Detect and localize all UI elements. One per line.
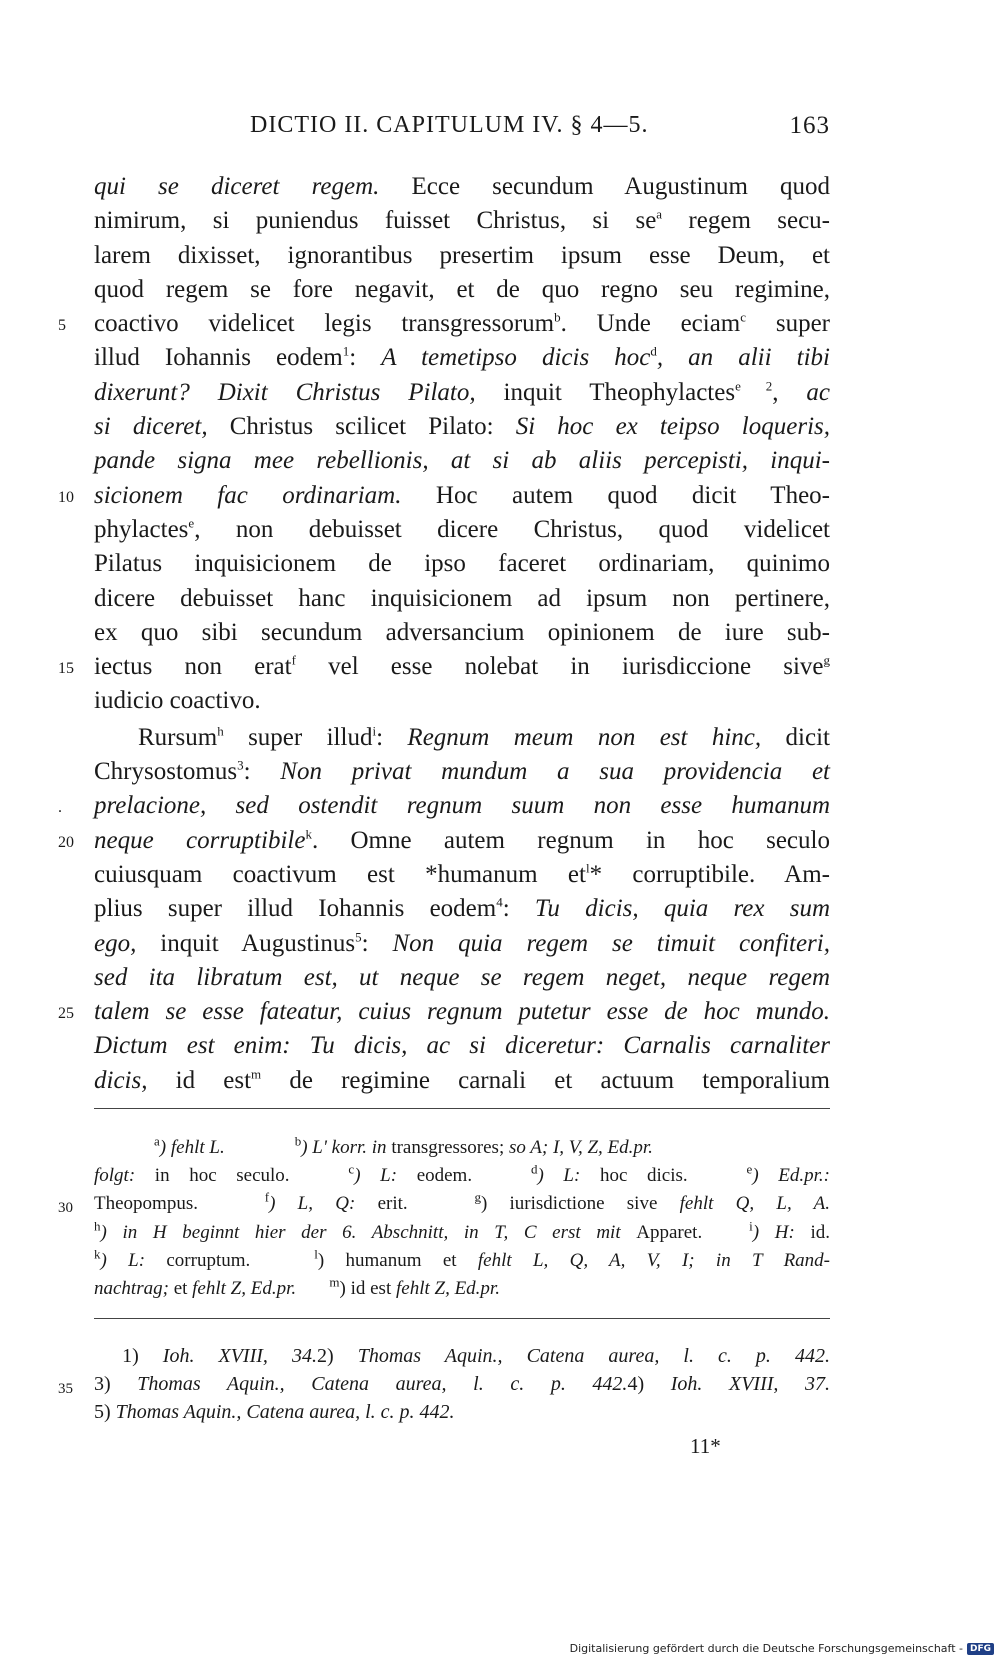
- text-span: , non debuisset dicere Christus, quod videlicet: [194, 515, 830, 543]
- main-text: [58, 170, 831, 1098]
- source-text: Ioh. XVIII, 34.: [162, 1345, 317, 1367]
- text-span: Si hoc ex teipso loqueris,: [515, 413, 831, 441]
- text-span: Non privat mundum a sua providencia et: [280, 758, 830, 786]
- apparatus-text: folgt:: [94, 1165, 155, 1187]
- text-span: iudicio coactivo.: [94, 687, 261, 715]
- text-line-24: [94, 961, 830, 995]
- text-span: id est: [147, 1066, 252, 1094]
- text-line-6: [94, 341, 830, 375]
- footnote-marker: 4: [496, 894, 503, 910]
- text-span: ,: [772, 378, 807, 406]
- divider-rule: [94, 1318, 830, 1319]
- apparatus-text: ) L' korr. in: [301, 1137, 392, 1158]
- footnote-marker: c: [740, 309, 747, 325]
- note-marker: h: [94, 1218, 101, 1234]
- apparatus-text: ) L:: [537, 1165, 600, 1187]
- footnote-marker: 5: [355, 929, 362, 945]
- apparatus-text: ): [339, 1277, 351, 1299]
- note-marker: a: [154, 1133, 160, 1149]
- note-marker: i: [749, 1218, 753, 1234]
- text-span: Dictum est enim: Tu dicis, ac si diceretur: Carnalis carnaliter: [94, 1032, 830, 1060]
- digitization-credit: [570, 1642, 994, 1655]
- text-span: Hoc autem quod dicit Theo-: [401, 481, 830, 509]
- text-span: Ecce secundum Augustinum quod: [379, 173, 830, 200]
- text-span: qui se diceret regem.: [94, 173, 380, 200]
- line-number: 35: [58, 1381, 73, 1397]
- text-line-10: [58, 479, 830, 513]
- text-span: illud Iohannis eodem: [94, 344, 343, 372]
- text-span: dicit: [761, 723, 830, 751]
- text-span: dicis,: [94, 1066, 148, 1094]
- line-number: 25: [58, 1005, 74, 1023]
- apparatus-text: ) in H beginnt hier der 6. Abschnitt, in T, C erst mit: [100, 1221, 637, 1243]
- note-marker: d: [530, 1161, 538, 1177]
- footnote-marker: 3: [237, 757, 244, 773]
- text-span: Tu dicis, quia rex sum: [534, 895, 831, 923]
- apparatus-text: id.: [810, 1221, 830, 1243]
- text-line-27: [94, 1064, 830, 1098]
- text-span: :: [502, 895, 535, 923]
- text-span: :: [361, 929, 393, 957]
- text-line-2: [94, 204, 830, 238]
- text-span: sicionem fac ordinariam.: [94, 481, 402, 509]
- note-marker: b: [294, 1133, 302, 1149]
- text-line-12: [94, 547, 830, 581]
- text-span: super illud: [223, 723, 373, 751]
- footnote-marker: f: [291, 652, 296, 668]
- apparatus-text: ) L:: [100, 1249, 167, 1271]
- text-line-23: [94, 927, 830, 961]
- note-marker: m: [329, 1274, 340, 1290]
- footnote-marker: 1: [342, 344, 350, 360]
- apparatus-text: ) L:: [354, 1165, 417, 1187]
- text-line-1: [94, 170, 830, 204]
- note-marker: l: [314, 1246, 318, 1262]
- apparatus-line-1: [94, 1134, 830, 1162]
- footnote-marker: m: [251, 1066, 262, 1082]
- apparatus-line-6: [94, 1275, 830, 1303]
- text-span: quod regem se fore negavit, et de quo regno seu regimine,: [94, 275, 830, 303]
- note-marker: c: [348, 1161, 355, 1177]
- note-marker: g: [474, 1190, 481, 1206]
- apparatus-text: hoc dicis.: [599, 1165, 688, 1187]
- text-span: ex quo sibi secundum adversancium opinionem de iure sub-: [94, 618, 830, 646]
- text-line-7: [94, 376, 830, 410]
- text-span: neque corruptibile: [94, 826, 306, 854]
- signature-mark: 11*: [690, 1434, 721, 1458]
- footnote-marker: e: [188, 515, 195, 531]
- text-span: iectus non erat: [94, 653, 292, 681]
- text-span: :: [349, 344, 382, 372]
- text-span: si diceret,: [94, 413, 208, 441]
- dfg-logo: DFG: [967, 1643, 994, 1655]
- text-span: nimirum, si puniendus fuisset Christus, si se: [94, 207, 657, 235]
- text-span: inquit Theophylactes: [475, 378, 736, 406]
- text-line-9: [94, 444, 830, 478]
- line-number: 30: [58, 1200, 73, 1217]
- text-span: vel esse nolebat in iurisdiccione sive: [295, 653, 824, 681]
- text-span: dicere debuisset hanc inquisicionem ad ipsum non pertinere,: [94, 584, 830, 612]
- text-span: regem secu-: [662, 207, 830, 235]
- page-number: 163: [789, 112, 830, 139]
- apparatus-text: in hoc seculo.: [154, 1165, 290, 1187]
- footnote-marker: a: [656, 206, 663, 222]
- apparatus-text: so A; I, V, Z, Ed.pr.: [508, 1137, 653, 1158]
- text-span: . Unde eciam: [560, 310, 741, 338]
- footnote-marker: d: [650, 344, 657, 360]
- note-number: 1): [122, 1345, 163, 1367]
- text-span: Christus scilicet Pilato:: [207, 413, 516, 441]
- text-line-8: [94, 410, 830, 444]
- text-line-14: [94, 616, 830, 650]
- text-line-18: [94, 755, 830, 789]
- footnote-marker: k: [305, 826, 312, 842]
- apparatus-text: id est: [350, 1277, 396, 1299]
- text-span: , an alii tibi: [656, 344, 830, 372]
- apparatus-text: nachtrag;: [94, 1277, 174, 1299]
- text-span: Chrysostomus: [94, 758, 238, 786]
- divider-rule: [94, 1108, 830, 1109]
- text-span: A temetipso dicis hoc: [381, 344, 651, 372]
- text-line-22: [94, 892, 830, 926]
- text-span: ego,: [94, 929, 137, 957]
- apparatus-text: corruptum.: [166, 1249, 251, 1271]
- apparatus-line-2: [94, 1162, 830, 1190]
- note-number: 5): [94, 1401, 116, 1423]
- text-line-3: [94, 239, 830, 273]
- text-span: dixerunt? Dixit Christus Pilato,: [94, 378, 476, 406]
- footnote-marker: i: [372, 723, 377, 739]
- apparatus-text: Theopompus.: [94, 1193, 198, 1215]
- text-span: :: [376, 723, 408, 751]
- line-number: 5: [58, 317, 66, 335]
- note-number: 4): [627, 1373, 671, 1395]
- apparatus-text: fehlt Q, L, A.: [679, 1193, 830, 1215]
- apparatus-text: ): [317, 1249, 346, 1271]
- text-line-15: [58, 650, 830, 684]
- note-marker: k: [94, 1246, 101, 1262]
- chapter-title: DICTIO II. CAPITULUM IV. § 4—5.: [250, 112, 649, 138]
- apparatus-line-5: [94, 1247, 830, 1275]
- apparatus-text: ) fehlt L.: [159, 1137, 225, 1158]
- apparatus-line-3: [58, 1190, 830, 1218]
- note-marker: f: [264, 1190, 270, 1206]
- source-text: Thomas Aquin., Catena aurea, l. c. p. 442.: [357, 1345, 830, 1367]
- line-number: .: [58, 799, 62, 817]
- apparatus-text: eodem.: [416, 1165, 473, 1187]
- note-number: 3): [94, 1373, 138, 1395]
- text-line-21: [94, 858, 830, 892]
- apparatus-text: ) H:: [752, 1221, 811, 1243]
- credit-text: Digitalisierung gefördert durch die Deutsche Forschungsgemeinschaft -: [569, 1642, 963, 1655]
- source-text: Ioh. XVIII, 37.: [670, 1373, 831, 1395]
- text-line-26: [94, 1029, 830, 1063]
- source-line-3: [94, 1398, 830, 1426]
- apparatus-text: humanum et: [345, 1249, 478, 1271]
- text-line-5: [58, 307, 830, 341]
- text-span: talem se esse fateatur, cuius regnum putetur esse de hoc mundo.: [94, 998, 830, 1026]
- text-line-16: [94, 684, 830, 718]
- text-line-20: [58, 824, 830, 858]
- footnote-marker: g: [823, 652, 830, 668]
- text-line-17: [94, 721, 830, 755]
- text-line-13: [94, 582, 830, 616]
- apparatus-text: transgressores;: [391, 1137, 509, 1158]
- apparatus-text: fehlt L, Q, A, V, I; in T Rand-: [477, 1249, 831, 1271]
- text-span: cuiusquam coactivum est *humanum et: [94, 860, 586, 888]
- apparatus-text: ): [480, 1193, 510, 1215]
- text-span: prelacione, sed ostendit regnum suum non esse humanum: [94, 792, 830, 820]
- text-span: plius super illud Iohannis eodem: [94, 895, 497, 923]
- text-span: * corruptibile. Am-: [589, 860, 830, 888]
- text-line-19: [58, 789, 830, 823]
- line-number: 10: [58, 488, 74, 506]
- line-number: 15: [58, 660, 74, 678]
- note-number: 2): [316, 1345, 358, 1367]
- text-span: phylactes: [94, 515, 189, 543]
- critical-apparatus: [58, 1133, 831, 1303]
- text-line-11: [94, 513, 830, 547]
- apparatus-text: erit.: [377, 1193, 408, 1215]
- text-span: Non quia regem se timuit confiteri,: [392, 929, 830, 957]
- text-span: :: [243, 758, 281, 786]
- text-span: de regimine carnali et actuum temporalium: [261, 1066, 830, 1094]
- text-span: Regnum meum non est hinc,: [407, 723, 762, 751]
- text-span: larem dixisset, ignorantibus presertim ipsum esse Deum, et: [94, 241, 830, 269]
- source-notes: [58, 1342, 831, 1426]
- footnote-marker: e 2: [735, 378, 773, 394]
- apparatus-text: fehlt Z, Ed.pr.: [395, 1277, 500, 1299]
- source-text: Thomas Aquin., Catena aurea, l. c. p. 442.: [137, 1373, 628, 1395]
- apparatus-text: fehlt Z, Ed.pr.: [192, 1277, 297, 1299]
- footnote-marker: l: [585, 860, 590, 876]
- apparatus-text: et: [173, 1277, 193, 1299]
- source-text: Thomas Aquin., Catena aurea, l. c. p. 442.: [115, 1401, 455, 1423]
- apparatus-line-4: [94, 1219, 830, 1247]
- text-span: sed ita libratum est, ut neque se regem neget, neque regem: [94, 963, 830, 991]
- apparatus-text: ) Ed.pr.:: [752, 1165, 830, 1187]
- text-span: ac: [806, 378, 830, 406]
- note-marker: e: [746, 1161, 753, 1177]
- text-span: pande signa mee rebellionis, at si ab aliis percepisti, inqui-: [94, 447, 830, 475]
- text-span: Pilatus inquisicionem de ipso faceret ordinariam, quinimo: [94, 550, 830, 578]
- apparatus-text: iurisdictione sive: [509, 1193, 680, 1215]
- text-line-25: [58, 995, 830, 1029]
- source-line-2: [58, 1370, 831, 1398]
- text-line-4: [94, 273, 830, 307]
- footnote-marker: b: [554, 309, 561, 325]
- apparatus-text: ) L, Q:: [269, 1193, 378, 1215]
- apparatus-text: Apparet.: [636, 1221, 703, 1243]
- text-span: Rursum: [138, 723, 218, 751]
- footnote-marker: h: [217, 723, 224, 739]
- source-line-1: [94, 1342, 830, 1370]
- text-span: . Omne autem regnum in hoc seculo: [311, 826, 830, 854]
- text-span: coactivo videlicet legis transgressorum: [94, 310, 555, 338]
- text-span: super: [746, 310, 830, 338]
- line-number: 20: [58, 833, 74, 851]
- text-span: inquit Augustinus: [136, 929, 356, 957]
